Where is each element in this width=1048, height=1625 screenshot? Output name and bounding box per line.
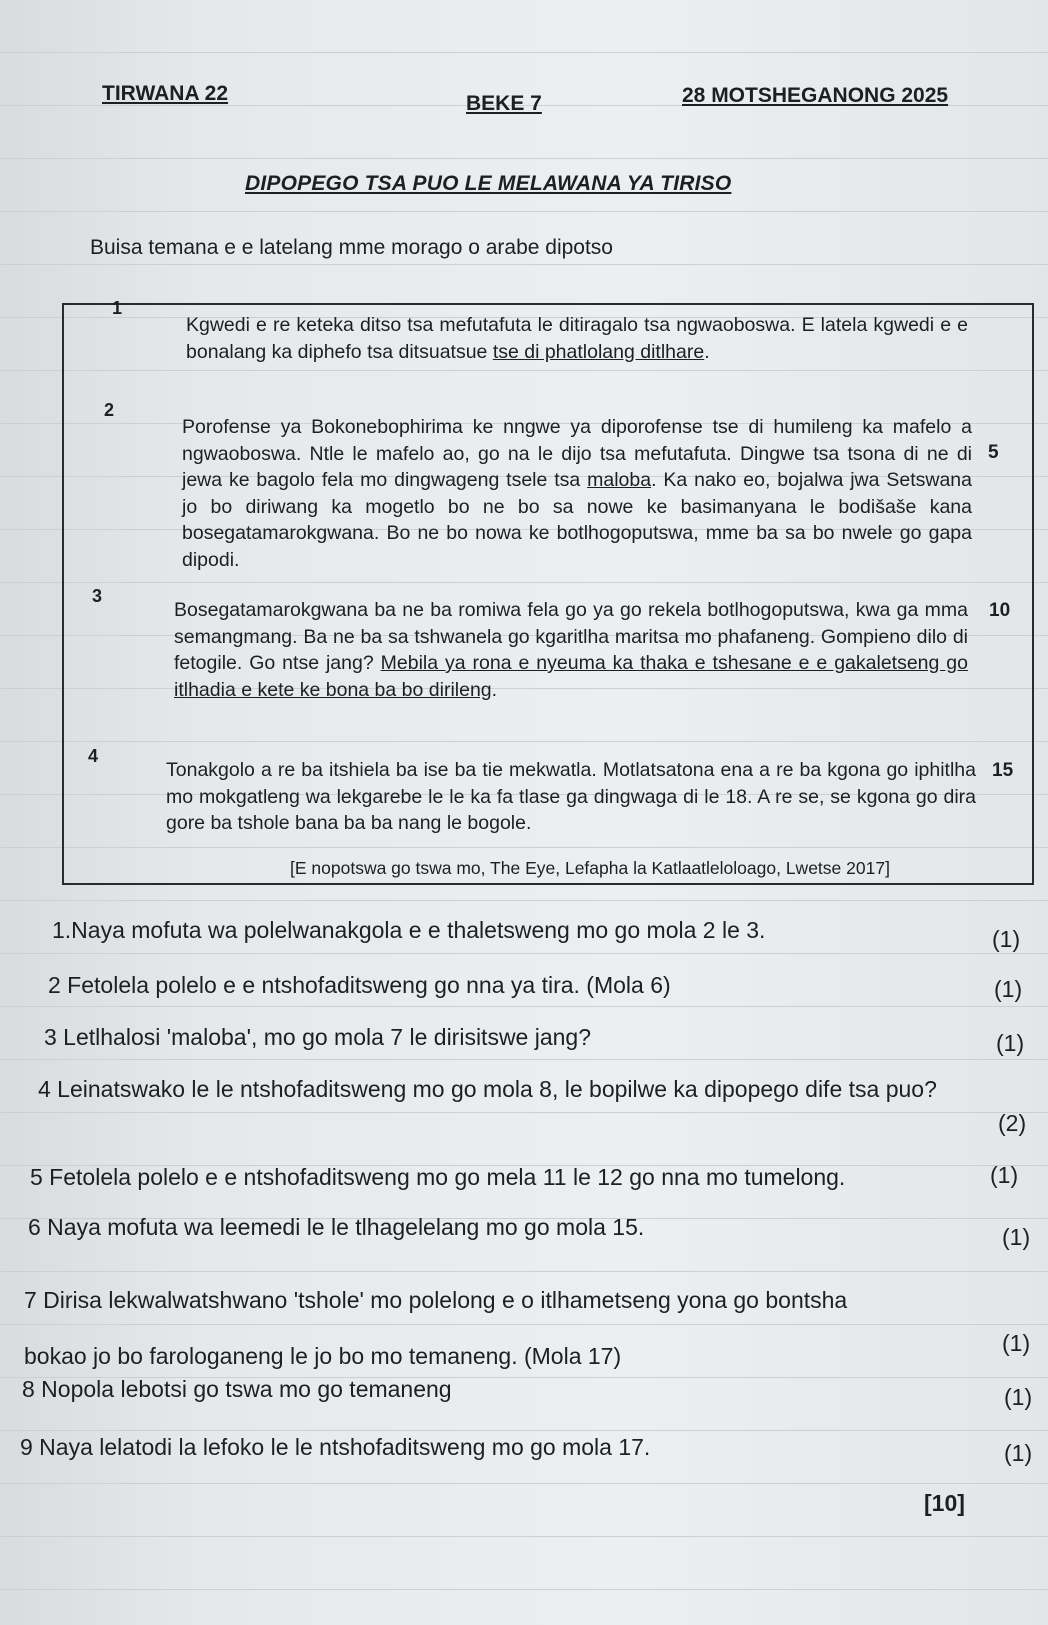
paragraph-text: Kgwedi e re keteka ditso tsa mefutafuta le ditiragalo tsa ngwaoboswa. E latela kgwedi e e bonalang ka diphefo tsa ditsuatsue <box>186 314 968 363</box>
term-label: TIRWANA 22 <box>102 82 229 105</box>
question-5-marks: (1) <box>990 1162 1019 1188</box>
total-marks: [10] <box>924 1490 965 1516</box>
question-2: 2 Fetolela polelo e e ntshofaditsweng go nna ya tira. (Mola 6) <box>48 972 671 998</box>
question-5: 5 Fetolela polelo e e ntshofaditsweng mo go mela 11 le 12 go nna mo tumelong. <box>30 1164 846 1190</box>
paragraph-text: Bosegatamarokgwana ba ne ba romiwa fela go ya go rekela botlhogoputswa, kwa ga mma semangmang. Ba ne ba sa tshwanela go kgaritlha maritsa mo phafaneng. Gompieno dilo di fetogile. Go ntse jang? <box>174 599 968 674</box>
question-1: 1.Naya mofuta wa polelwanakgola e e thaletsweng mo go mola 2 le 3. <box>52 917 766 943</box>
paragraph-4 <box>166 757 976 837</box>
paragraph-2 <box>182 414 972 573</box>
question-6-marks: (1) <box>1002 1224 1031 1250</box>
question-7-marks: (1) <box>1002 1330 1031 1356</box>
paragraph-text: Porofense ya Bokonebophirima ke nngwe ya diporofense tse di humileng ka mafelo a ngwaoboswa. Ntle le mafelo ao, go na le dijo tsa mefutafuta. Dingwe tsa tsona di ne di jewa ke bagolo fela mo dingwageng tsele tsa <box>182 416 972 491</box>
instruction-text: Buisa temana e e latelang mme morago o arabe dipotso <box>90 236 613 259</box>
worksheet-title: DIPOPEGO TSA PUO LE MELAWANA YA TIRISO <box>245 172 732 195</box>
paragraph-1 <box>186 312 968 365</box>
week-label: BEKE 7 <box>466 92 542 115</box>
underlined-word: maloba <box>587 469 652 491</box>
passage-source: [E nopotswa go tswa mo, The Eye, Lefapha la Katlaatleloloago, Lwetse 2017] <box>290 858 890 878</box>
question-3: 3 Letlhalosi 'maloba', mo go mola 7 le dirisitswe jang? <box>44 1024 592 1050</box>
question-9: 9 Naya lelatodi la lefoko le le ntshofaditsweng mo go mola 17. <box>20 1434 651 1460</box>
question-7: 7 Dirisa lekwalwatshwano 'tshole' mo polelong e o itlhametseng yona go bontsha bokao jo bo farologaneng le jo bo mo temaneng. (Mola 17) <box>24 1287 848 1369</box>
paragraph-3 <box>174 597 968 703</box>
line-number-5: 5 <box>988 442 999 463</box>
paragraph-number: 4 <box>88 746 99 766</box>
question-3-marks: (1) <box>996 1030 1025 1056</box>
paragraph-text: . <box>704 340 710 363</box>
paragraph-number: 2 <box>104 400 115 420</box>
date-label: 28 MOTSHEGANONG 2025 <box>682 84 949 107</box>
paragraph-number: 1 <box>112 298 123 318</box>
underlined-sentence: Mebila ya rona e nyeuma ka thaka e tshesane e e gakaletseng go itlhadia e kete ke bona ba bo dirileng <box>174 652 968 701</box>
paragraph-text: Tonakgolo a re ba itshiela ba ise ba tie mekwatla. Motlatsatona ena a re ba kgona go iphitlha mo mokgatleng wa lekgarebe le le ka fa tlase ga dingwaga di le 18. A re se, se kgona go dira gore ba tshole bana ba ba nang le bogole. <box>166 759 976 834</box>
paragraph-text: . <box>491 678 498 701</box>
question-1-marks: (1) <box>992 926 1021 952</box>
underlined-phrase: tse di phatlolang ditlhare <box>492 340 705 363</box>
paragraph-text: . Ka nako eo, bojalwa jwa Setswana jo bo diriwang ka mogetlo bo ne bo sa nowe ke basimanyana le bodišaše kana bosegatamarokgwana. Bo ne bo nowa ke botlhogoputswa, mme ba sa bo nwele go gapa dipodi. <box>182 469 972 571</box>
question-4-marks: (2) <box>998 1110 1027 1136</box>
question-6: 6 Naya mofuta wa leemedi le le tlhagelelang mo go mola 15. <box>28 1214 645 1240</box>
question-9-marks: (1) <box>1004 1440 1033 1466</box>
question-2-marks: (1) <box>994 976 1023 1002</box>
line-number-10: 10 <box>989 600 1011 621</box>
question-4: 4 Leinatswako le le ntshofaditsweng mo go mola 8, le bopilwe ka dipopego dife tsa puo? <box>38 1076 937 1102</box>
question-8-marks: (1) <box>1004 1384 1033 1410</box>
line-number-15: 15 <box>992 760 1014 781</box>
paragraph-number: 3 <box>92 586 103 606</box>
question-8: 8 Nopola lebotsi go tswa mo go temaneng <box>22 1376 452 1402</box>
